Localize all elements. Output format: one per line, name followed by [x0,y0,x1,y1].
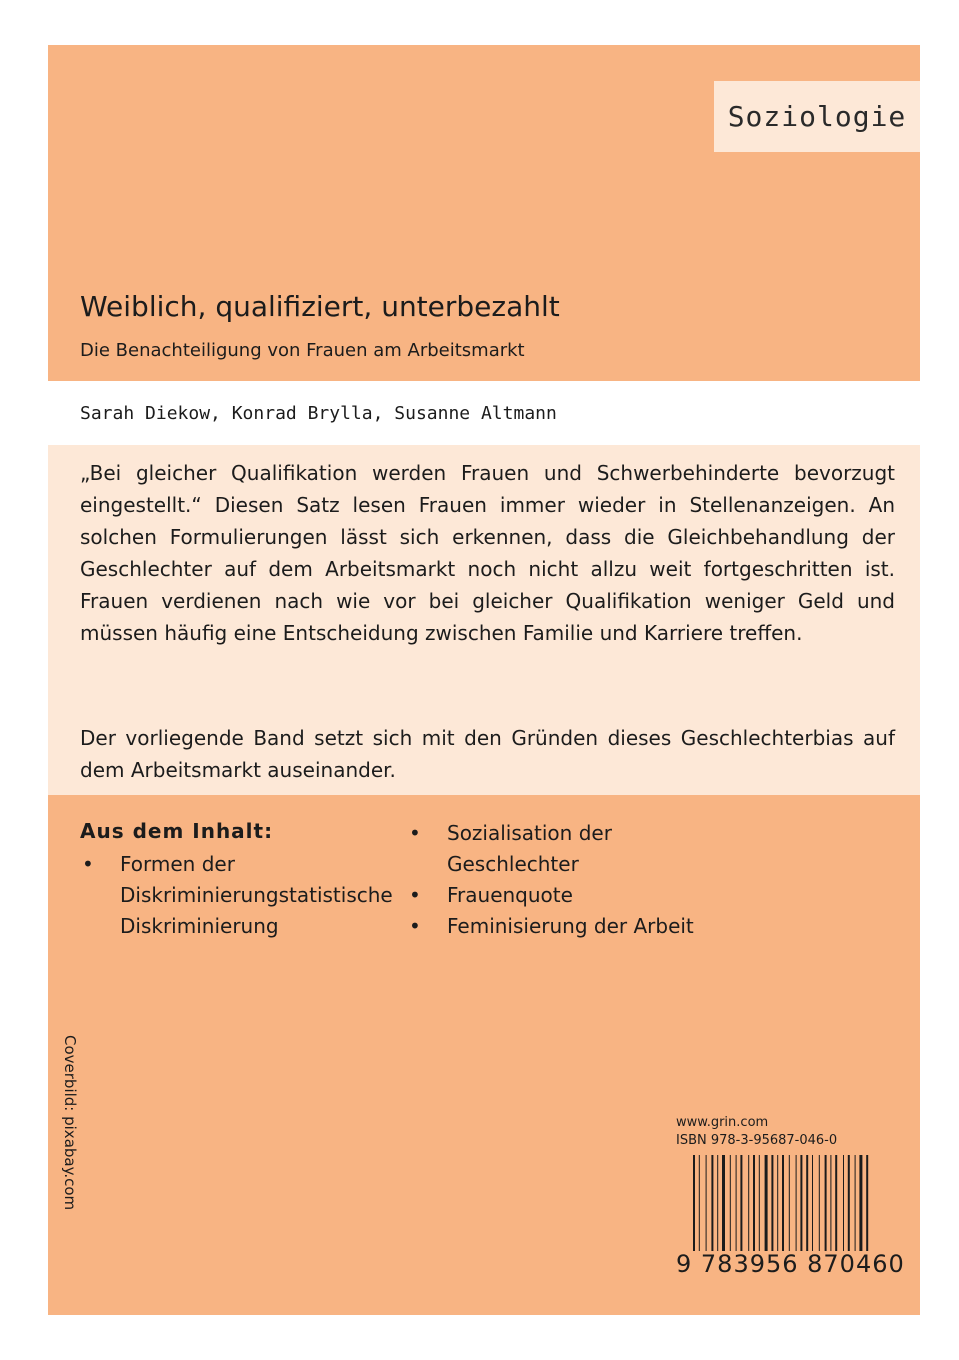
barcode-bar [855,1155,856,1251]
barcode-bar [765,1155,768,1251]
toc-item [409,818,747,880]
barcode-bar [693,1155,695,1251]
barcode-bar [825,1155,827,1251]
toc-item-label: Formen der Diskriminierungstatistische Diskriminierung [120,852,393,938]
barcode-bar [830,1155,831,1251]
barcode-bar [812,1155,813,1251]
category-tag: Soziologie [714,81,920,152]
barcode-bar [722,1155,725,1251]
barcode-bar [819,1155,820,1251]
barcode [693,1155,908,1251]
blurb-paragraph-2: Der vorliegende Band setzt sich mit den Gründen dieses Geschlechterbias auf dem Arbeitsmarkt auseinander. [80,726,895,782]
barcode-bar [789,1155,790,1251]
barcode-bar [859,1155,862,1251]
barcode-bar [806,1155,808,1251]
barcode-bar [771,1155,773,1251]
barcode-bar [782,1155,784,1251]
barcode-bar [753,1155,755,1251]
barcode-bar [717,1155,718,1251]
barcode-bar [777,1155,778,1251]
barcode-bar [848,1155,850,1251]
barcode-bar [796,1155,797,1251]
book-subtitle: Die Benachteiligung von Frauen am Arbeitsmarkt [80,340,525,361]
barcode-bar [835,1155,837,1251]
barcode-bar [730,1155,731,1251]
barcode-bar [843,1155,844,1251]
barcode-bar [748,1155,749,1251]
barcode-bar [800,1155,802,1251]
toc-item [82,849,393,942]
barcode-bar [706,1155,707,1251]
barcode-bar [699,1155,700,1251]
ean-number: 9 783956 870460 [676,1250,905,1278]
book-title: Weiblich, qualifiziert, unterbezahlt [80,290,560,323]
toc-item [409,880,747,911]
toc-item-label: Feminisierung der Arbeit [447,914,694,938]
bullet: • [409,821,421,845]
authors: Sarah Diekow, Konrad Brylla, Susanne Altmann [80,403,557,424]
toc-item [409,911,747,942]
bullet: • [409,914,421,938]
blurb-paragraph-1: „Bei gleicher Qualifikation werden Frauen und Schwerbehinderte bevorzugt eingestellt.“ Diesen Satz lesen Frauen immer wieder in Stellenanzeigen. An solchen Formulierungen lässt sich erkennen, dass die Gleichbehandlung der Geschlechter auf dem Arbeitsmarkt noch nicht allzu weit fortgeschritten ist. Frauen verdienen nach wie vor bei gleicher Qualifikation weniger Geld und müssen häufig eine Entscheidung zwischen Familie und Karriere treffen. [80,461,895,645]
toc-item-label: Sozialisation der Geschlechter [447,821,612,876]
barcode-bar [740,1155,742,1251]
barcode-bar [759,1155,760,1251]
bullet: • [409,883,421,907]
barcode-bar [711,1155,713,1251]
top-panel [48,45,920,381]
toc-heading: Aus dem Inhalt: [80,819,274,843]
publisher-url: www.grin.com [676,1115,769,1130]
barcode-bar [736,1155,737,1251]
barcode-bar [866,1155,868,1251]
cover-credit: Coverbild: pixabay.com [61,1035,79,1211]
isbn-text: ISBN 978-3-95687-046-0 [676,1133,838,1148]
bottom-panel [48,795,920,1315]
blurb-panel [48,445,920,795]
toc-item-label: Frauenquote [447,883,573,907]
bullet: • [82,852,94,876]
